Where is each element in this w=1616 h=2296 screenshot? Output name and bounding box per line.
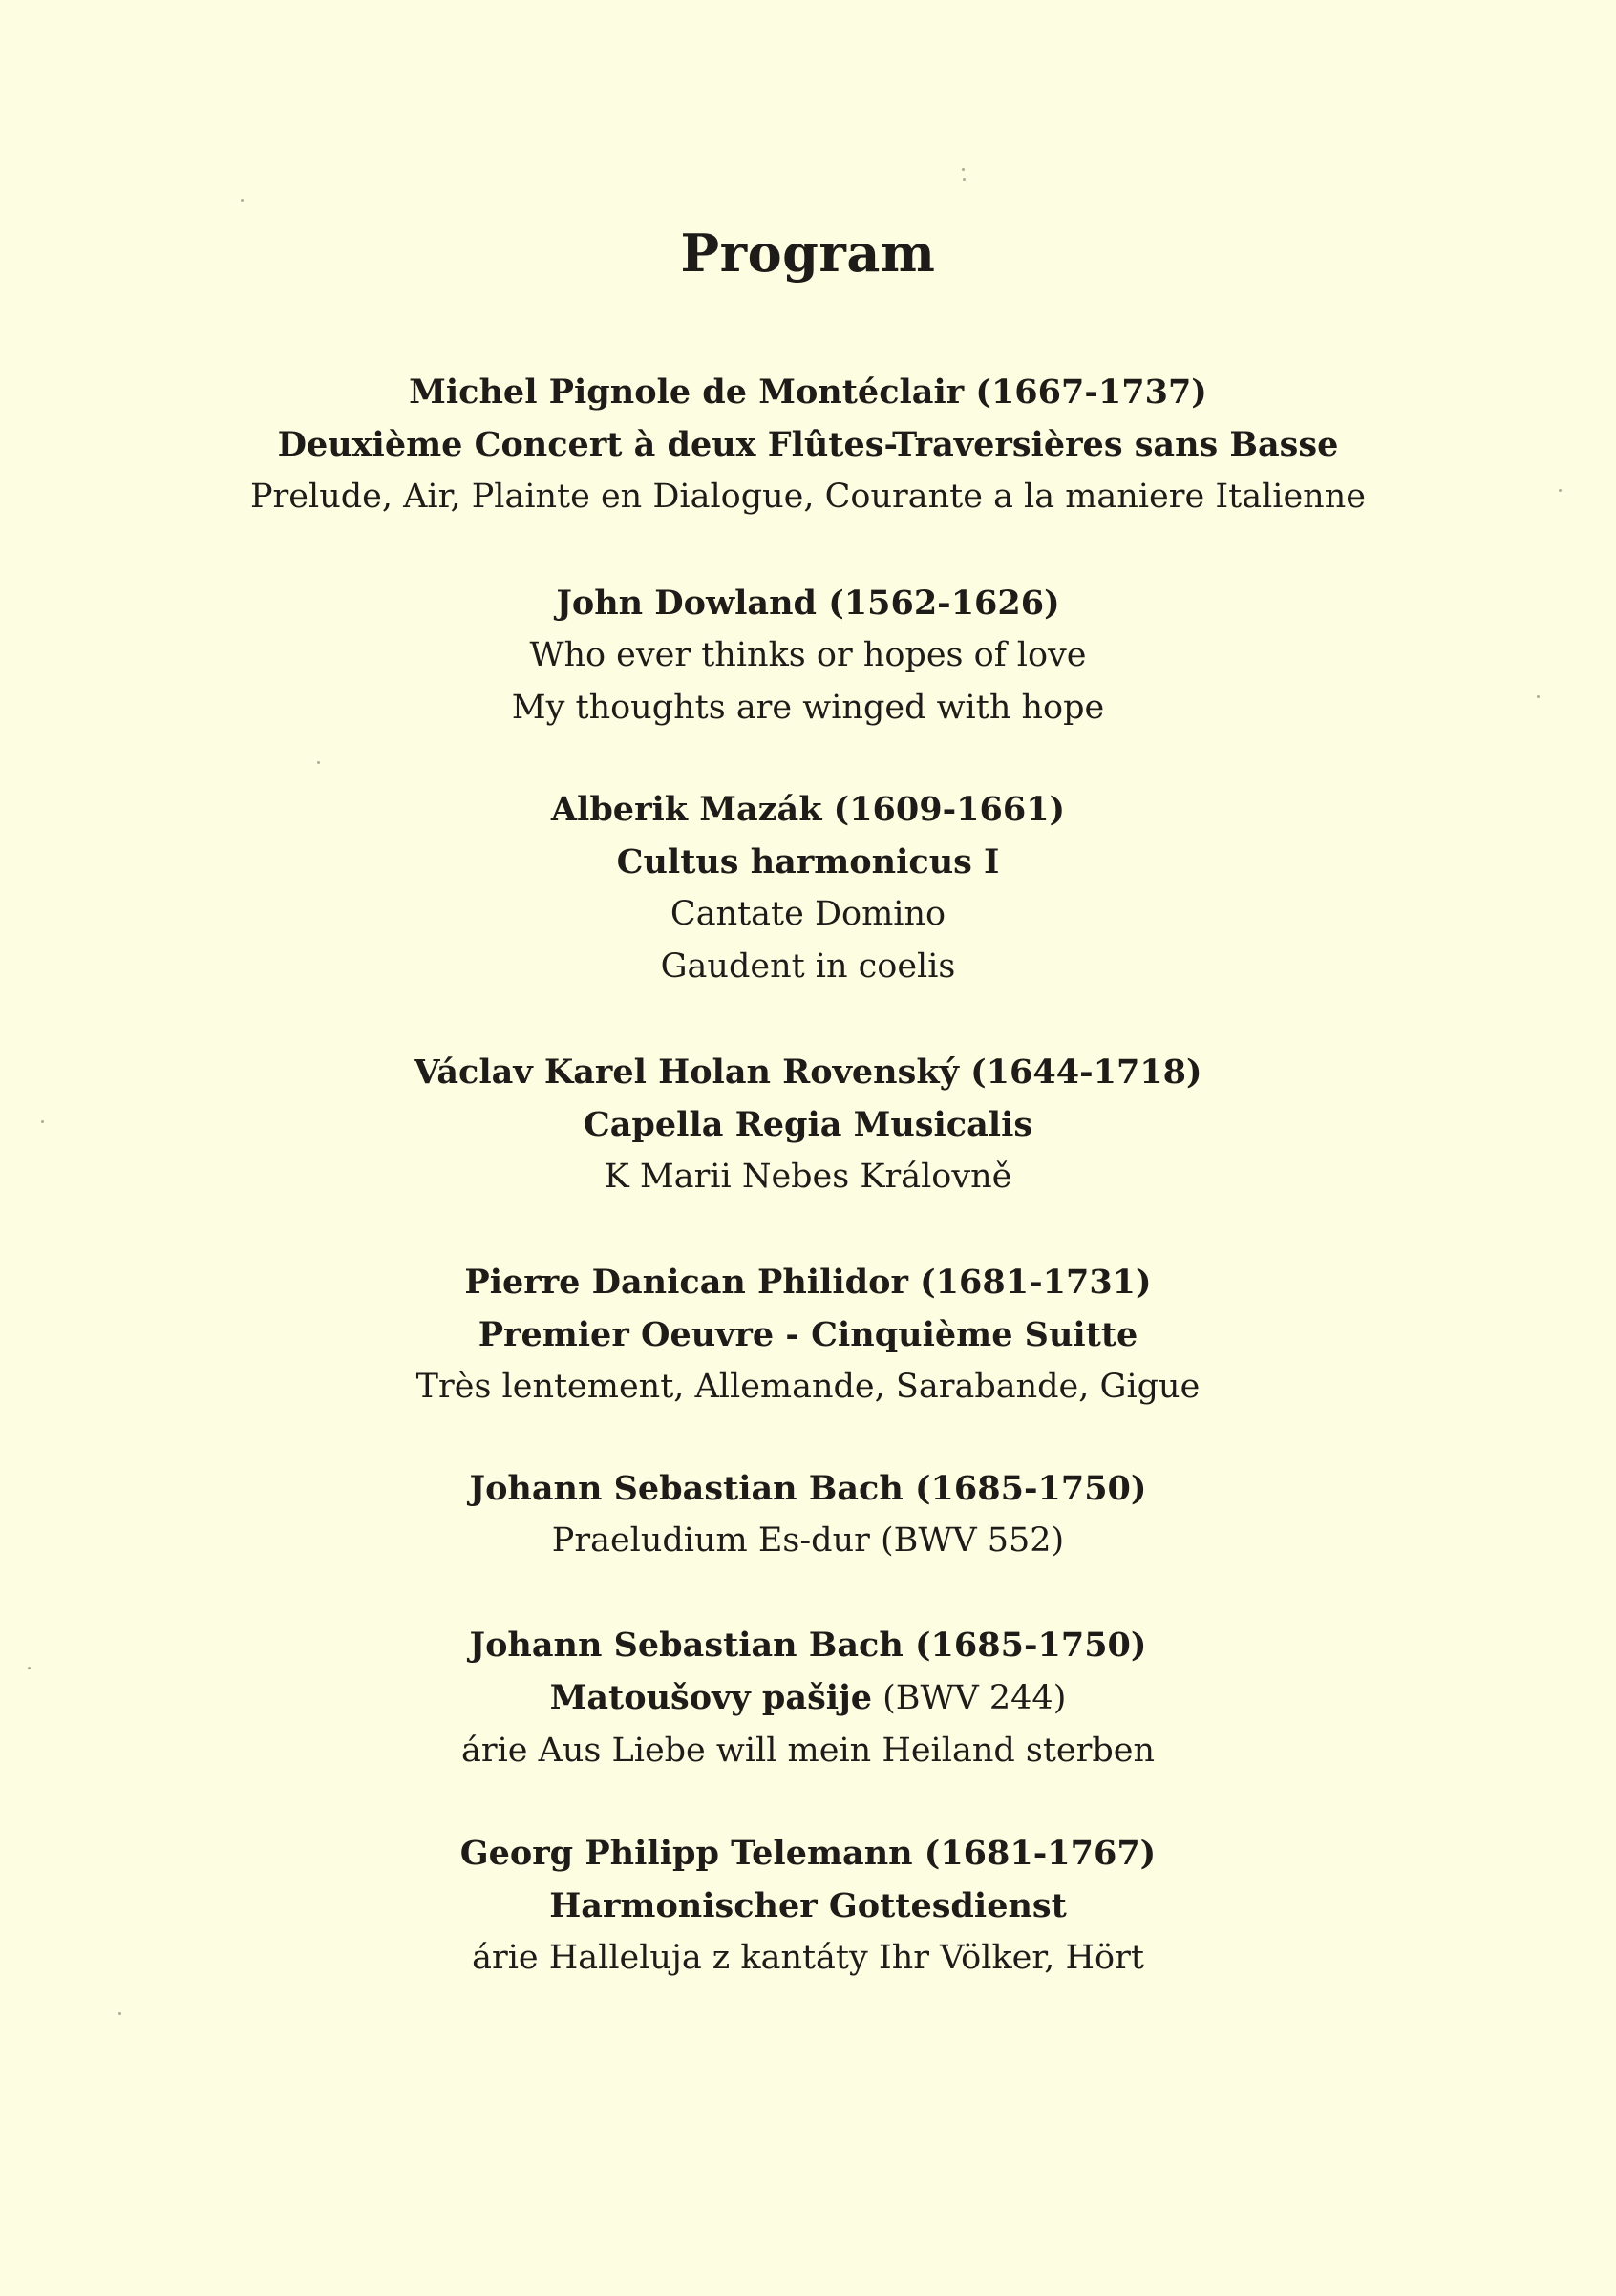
scan-speck <box>1559 489 1562 492</box>
movement-title: Cantate Domino <box>670 895 946 933</box>
program-entry-bach-praeludium <box>0 1462 1616 1567</box>
composer-name: Johann Sebastian Bach (1685-1750) <box>469 1469 1147 1508</box>
scan-speck <box>317 761 320 764</box>
scan-speck <box>962 168 965 171</box>
scan-speck <box>118 2012 121 2015</box>
work-title: Matoušovy pašije <box>549 1678 873 1717</box>
scan-speck <box>1537 695 1540 698</box>
work-title: Capella Regia Musicalis <box>583 1105 1033 1144</box>
scan-speck <box>41 1120 44 1123</box>
program-entry-mazak <box>0 783 1616 993</box>
program-entry-montéclair <box>0 366 1616 523</box>
movement-title: árie Halleluja z kantáty Ihr Völker, Hört <box>472 1939 1144 1977</box>
page-title: Program <box>680 223 936 284</box>
movement-title: My thoughts are winged with hope <box>511 689 1105 727</box>
composer-name: Pierre Danican Philidor (1681-1731) <box>464 1263 1152 1302</box>
composer-name: Georg Philipp Telemann (1681-1767) <box>459 1834 1157 1873</box>
scan-speck <box>241 199 244 202</box>
scan-speck <box>963 178 966 181</box>
work-title: Harmonischer Gottesdienst <box>549 1886 1067 1925</box>
work-title: Cultus harmonicus I <box>616 842 1000 882</box>
work-title: Premier Oeuvre - Cinquième Suitte <box>478 1315 1138 1354</box>
composer-name: Alberik Mazák (1609-1661) <box>550 790 1066 829</box>
composer-name: John Dowland (1562-1626) <box>556 584 1060 623</box>
scan-speck <box>28 1667 31 1669</box>
movement-title: Who ever thinks or hopes of love <box>529 636 1087 674</box>
composer-name: Johann Sebastian Bach (1685-1750) <box>469 1626 1147 1665</box>
movement-title: Gaudent in coelis <box>660 947 956 986</box>
composer-name: Václav Karel Holan Rovenský (1644-1718) <box>414 1052 1202 1092</box>
movement-list: Très lentement, Allemande, Sarabande, Gigue <box>415 1368 1201 1406</box>
movement-title: Praeludium Es-dur (BWV 552) <box>551 1521 1065 1560</box>
composer-name: Michel Pignole de Montéclair (1667-1737) <box>409 372 1207 412</box>
work-title: Deuxième Concert à deux Flûtes-Traversières sans Basse <box>277 425 1339 464</box>
catalogue-number: (BWV 244) <box>872 1679 1067 1717</box>
program-entry-telemann <box>0 1827 1616 1985</box>
movement-title: árie Aus Liebe will mein Heiland sterben <box>460 1732 1156 1770</box>
movement-list: Prelude, Air, Plainte en Dialogue, Courante a la maniere Italienne <box>250 478 1366 516</box>
movement-title: K Marii Nebes Královně <box>604 1158 1012 1196</box>
program-entry-philidor <box>0 1256 1616 1414</box>
program-entry-rovensky <box>0 1046 1616 1203</box>
program-entry-bach-passion <box>0 1619 1616 1777</box>
program-entry-dowland <box>0 577 1616 734</box>
work-title-line <box>0 1671 1616 1725</box>
